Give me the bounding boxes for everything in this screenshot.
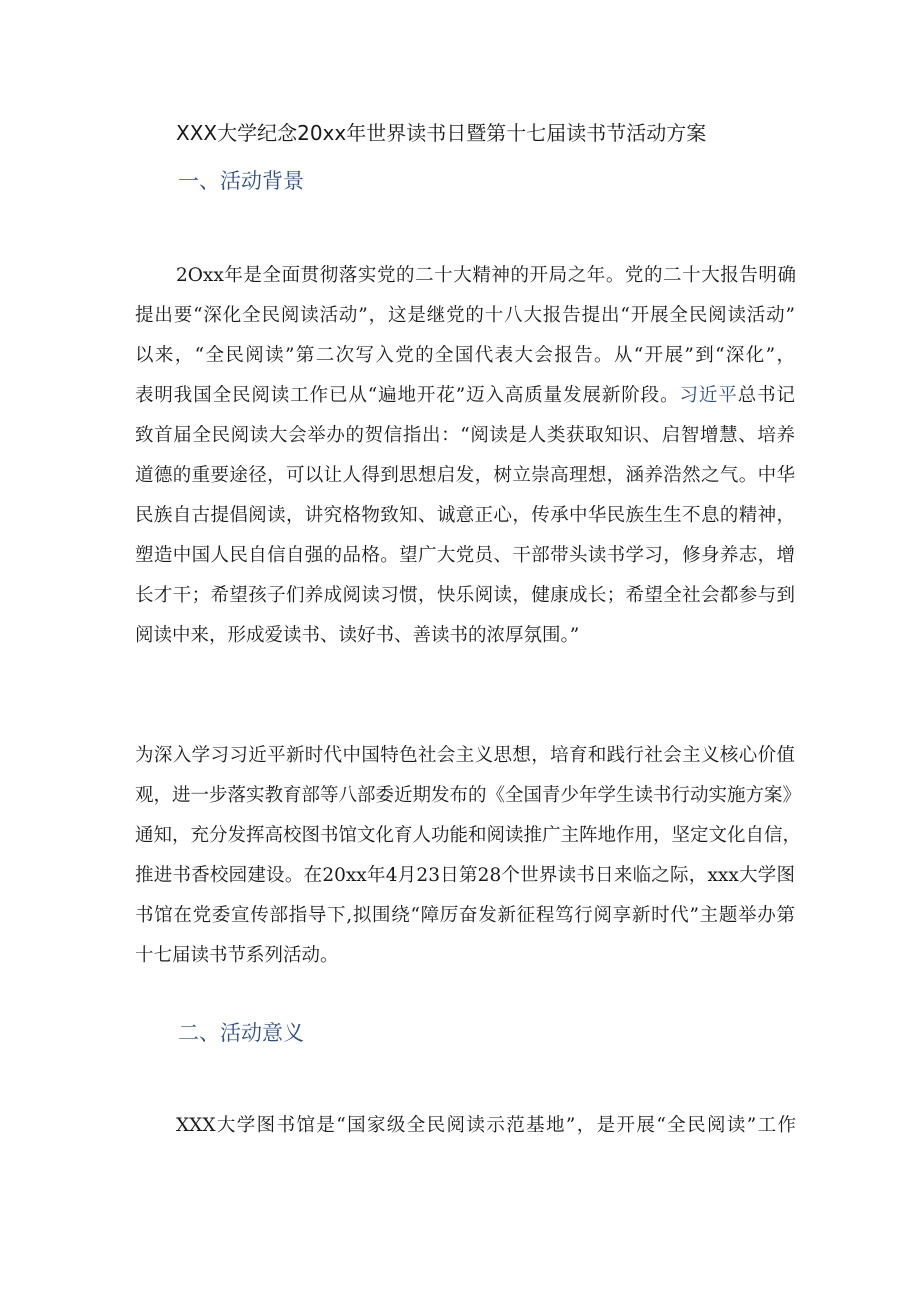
paragraph-line: 长才干；希望孩子们养成阅读习惯，快乐阅读，健康成长；希望全社会都参与到 [135,585,795,606]
paragraph-line: 为深入学习习近平新时代中国特色社会主义思想，培育和践行社会主义核心价值 [135,745,795,766]
paragraph-line: 阅读中来，形成爱读书、读好书、善读书的浓厚氛围。” [135,625,580,646]
paragraph-line: 以来，“全民阅读”第二次写入党的全国代表大会报告。从“开展”到“深化”， [135,345,795,366]
paragraph-line: 民族自古提倡阅读，讲究格物致知、诚意正心，传承中华民族生生不息的精神， [135,505,795,526]
name-link[interactable]: 习近平 [679,385,738,406]
paragraph-line: 塑造中国人民自信自强的品格。望广大党员、干部带头读书学习，修身养志，增 [135,545,795,566]
paragraph-line: 推进书香校园建设。在20xx年4月23日第28个世界读书日来临之际，xxx大学图 [135,865,795,886]
paragraph-line: 道德的重要途径，可以让人得到思想启发，树立崇高理想，涵养浩然之气。中华 [135,465,795,486]
paragraph-line: 提出要“深化全民阅读活动”，这是继党的十八大报告提出“开展全民阅读活动” [135,305,795,326]
paragraph-line-text: 表明我国全民阅读工作已从“遍地开花”迈入高质量发展新阶段。 [135,385,680,406]
section-heading-significance: 二、活动意义 [178,1021,304,1045]
paragraph-line: 书馆在党委宣传部指导下,拟围绕“障厉奋发新征程笃行阅享新时代”主题举办第 [135,905,795,926]
paragraph-line-with-link [135,376,795,416]
background-paragraph-2 [135,736,802,976]
significance-paragraph [176,1106,796,1146]
background-paragraph-1 [135,296,795,656]
document-title: XXX大学纪念20xx年世界读书日暨第十七届读书节活动方案 [176,121,707,145]
section-heading-background: 一、活动背景 [178,169,304,193]
paragraph-line-tail: 总书记 [737,385,795,406]
paragraph-line: XXX大学图书馆是“国家级全民阅读示范基地”，是开展“全民阅读”工作 [176,1115,796,1136]
paragraph-line: 致首届全民阅读大会举办的贺信指出：“阅读是人类获取知识、启智增慧、培养 [135,425,795,446]
paragraph-line: 通知，充分发挥高校图书馆文化育人功能和阅读推广主阵地作用，坚定文化自信， [135,825,802,846]
paragraph-line: 观，进一步落实教育部等八部委近期发布的《全国青少年学生读书行动实施方案》 [135,785,802,806]
background-paragraph-1-first-line [176,256,796,296]
paragraph-line: 十七届读书节系列活动。 [135,945,339,966]
paragraph-line: 2Oxx年是全面贯彻落实党的二十大精神的开局之年。党的二十大报告明确 [176,265,796,286]
